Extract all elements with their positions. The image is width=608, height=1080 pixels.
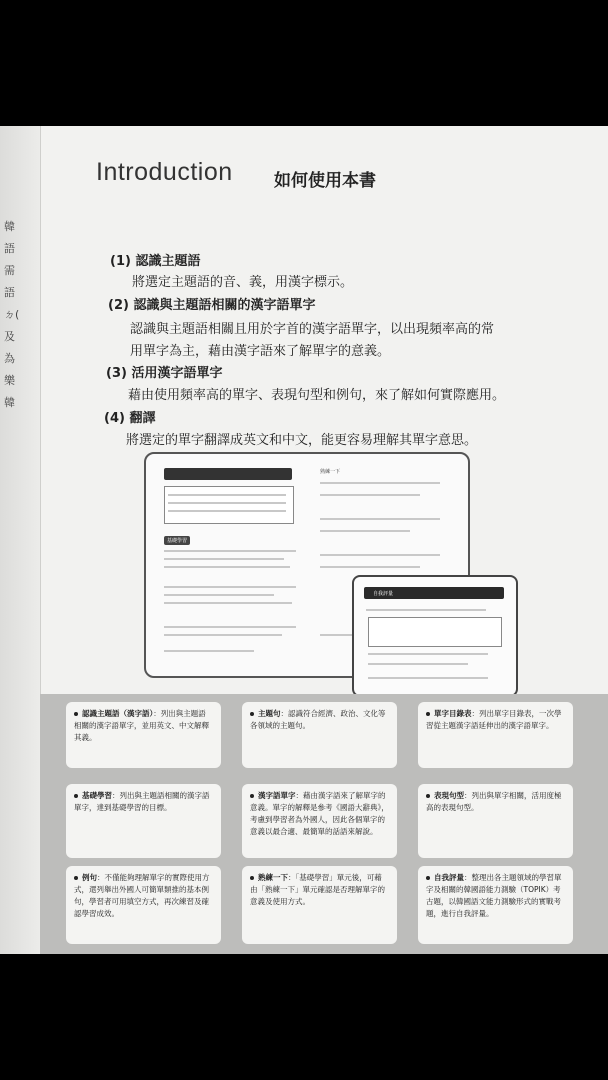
sample-test-page-mockup [352,575,518,697]
bullet-icon [74,712,78,716]
feature-card-text: ：「基礎學習」單元後，可藉由「熟練一下」單元確認是否理解單字的意義及使用方式。 [250,873,385,906]
previous-page-char: 韓 [4,396,15,409]
feature-card-text: ：整理出各主題領域的學習單字及相關的韓國語能力測驗（TOPIK）考古題，以韓國語文能力測驗形式的實戰考題，進行自我評量。 [426,873,562,918]
feature-card [242,866,397,944]
feature-card-key: 漢字語單字 [258,791,296,800]
bullet-icon [74,876,78,880]
item-2-text-1: 認識與主題語相關且用於字首的漢字語單字，以出現頻率高的常 [130,322,495,337]
feature-card [66,784,221,858]
feature-card-key: 基礎學習 [82,791,112,800]
feature-card-key: 自我評量 [434,873,464,882]
previous-page-char: ㄉ( [4,308,20,321]
feature-card-key: 例句 [82,873,97,882]
feature-card-text: ：列出與主題語相關的漢字語單字，達到基礎學習的目標。 [74,791,210,812]
bullet-icon [426,876,430,880]
previous-page-char: 及 [4,330,15,343]
bullet-icon [250,876,254,880]
feature-card-key: 熟練一下 [258,873,288,882]
page-title-zh: 如何使用本書 [274,171,376,191]
feature-card-text: ：認識符合經濟、政治、文化等各領域的主題句。 [250,709,386,730]
previous-page-char: 為 [4,352,15,365]
feature-card [242,702,397,768]
item-3-heading: (3) 活用漢字語單字 [106,366,223,381]
item-1-heading: (1) 認識主題語 [110,254,201,269]
feature-card-key: 表現句型 [434,791,464,800]
previous-page-char: 韓 [4,220,15,233]
feature-card-key: 主題句 [258,709,281,718]
feature-card [418,866,573,944]
mockup-question-box [368,617,502,647]
item-2-heading: (2) 認識與主題語相關的漢字語單字 [108,298,316,313]
bullet-icon [426,794,430,798]
item-4-text: 將選定的單字翻譯成英文和中文，能更容易理解其單字意思。 [126,433,478,448]
mockup-test-label: 自我評量 [373,591,394,597]
item-3-text: 藉由使用頻率高的單字、表現句型和例句，來了解如何實際應用。 [128,388,506,403]
feature-card-text: ：不僅能夠理解單字的實際使用方式，還列舉出外國人可簡單類推的基本例句，學習者可用填空方式，再次練習及確認學習成效。 [74,873,210,918]
feature-card-text: ：列出與單字相關，活用度極高的表現句型。 [426,791,562,812]
feature-card-text: ：列出與主題語相關的漢字語單字，並用英文、中文解釋其義。 [74,709,209,742]
mockup-practice-label: 熟練一下 [320,469,341,475]
feature-card [418,702,573,768]
feature-card-text: ：藉由漢字語來了解單字的意義。單字的解釋是參考《國語大辭典》，考慮到學習者為外國人，因此各個單字的意義以最合適、最簡單的話語來解說。 [250,791,389,836]
previous-page-char: 需 [4,264,15,277]
item-4-heading: (4) 翻譯 [104,411,156,426]
page-title-en: Introduction [96,158,233,186]
feature-card-text: ：列出單字目錄表，一次學習從主題漢字語延伸出的漢字語單字。 [426,709,562,730]
feature-card [66,702,221,768]
feature-card-key: 單字目錄表 [434,709,472,718]
previous-page-char: 語 [4,242,15,255]
bullet-icon [426,712,430,716]
feature-card [66,866,221,944]
previous-page-edge [0,126,41,954]
item-1-text: 將選定主題語的音、義，用漢字標示。 [132,275,354,290]
bullet-icon [74,794,78,798]
previous-page-char: 語 [4,286,15,299]
mockup-header-bar [164,468,292,480]
mockup-word-table [164,486,294,524]
bullet-icon [250,712,254,716]
bullet-icon [250,794,254,798]
feature-card [418,784,573,858]
feature-card-key: 認識主題語（漢字語） [82,709,154,718]
feature-card [242,784,397,858]
book-page [0,126,608,954]
item-2-text-2: 用單字為主，藉由漢字語來了解單字的意義。 [130,344,391,359]
mockup-tab-basic: 基礎學習 [164,536,190,545]
previous-page-char: 樂 [4,374,15,387]
